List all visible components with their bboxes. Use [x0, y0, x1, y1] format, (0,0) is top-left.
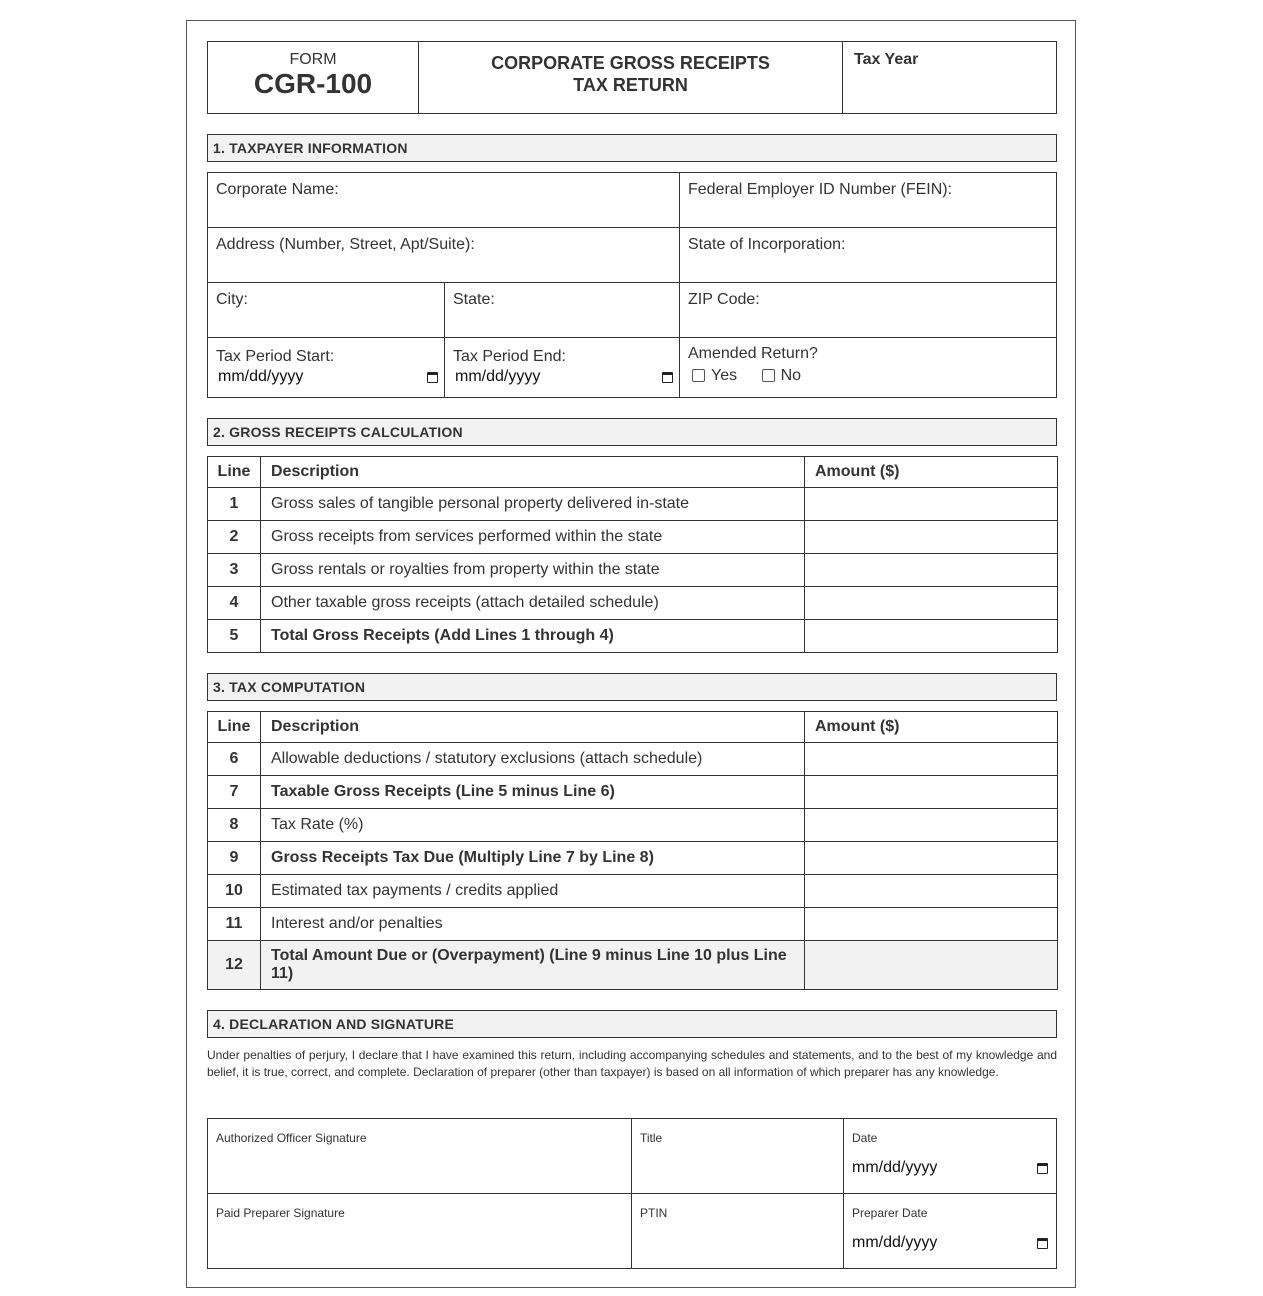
tax-period-end-input[interactable]: [447, 368, 673, 386]
line-description: Allowable deductions / statutory exclusions (attach schedule): [261, 743, 805, 776]
line-description: Total Amount Due or (Overpayment) (Line 9 minus Line 10 plus Line 11): [261, 941, 805, 990]
line-description: Gross sales of tangible personal property delivered in-state: [261, 488, 805, 521]
form-id-cell: [208, 42, 419, 113]
state-of-incorporation-field[interactable]: [679, 227, 1057, 283]
ptin-label: PTIN: [640, 1206, 668, 1220]
form-title-line1: CORPORATE GROSS RECEIPTS: [491, 53, 770, 73]
amount-field[interactable]: [805, 776, 1058, 809]
amount-field[interactable]: [805, 521, 1058, 554]
line-number: 6: [208, 743, 261, 776]
amount-field[interactable]: [805, 554, 1058, 587]
table-row: [208, 554, 1058, 587]
line-number: 3: [208, 554, 261, 587]
tax-period-start-label: Tax Period Start:: [216, 348, 335, 365]
date-input[interactable]: [852, 1159, 1048, 1177]
table-row: [208, 809, 1058, 842]
amended-yes-label[interactable]: Yes: [711, 367, 738, 384]
line-number: 12: [208, 941, 261, 990]
line-description: Interest and/or penalties: [261, 908, 805, 941]
line-number: 4: [208, 587, 261, 620]
form-label: FORM: [289, 51, 337, 68]
preparer-date-label: Preparer Date: [852, 1206, 928, 1220]
amount-field[interactable]: [805, 620, 1058, 653]
gross-receipts-table: [207, 456, 1058, 653]
calendar-icon[interactable]: [1037, 1238, 1048, 1249]
tax-period-start-placeholder: mm/dd/yyyy: [218, 368, 304, 385]
table-row: [208, 842, 1058, 875]
line-number: 1: [208, 488, 261, 521]
corporate-name-field[interactable]: [207, 172, 680, 228]
amended-yes-checkbox[interactable]: [692, 369, 705, 382]
tax-period-start-input[interactable]: [210, 368, 438, 386]
amended-return-cell: [679, 337, 1057, 398]
table-row: [208, 776, 1058, 809]
fein-label: Federal Employer ID Number (FEIN):: [688, 181, 953, 198]
amount-field[interactable]: [805, 941, 1058, 990]
line-number: 9: [208, 842, 261, 875]
column-header-description: Description: [261, 457, 805, 488]
corporate-name-label: Corporate Name:: [216, 181, 339, 198]
date-label: Date: [852, 1131, 878, 1145]
line-number: 8: [208, 809, 261, 842]
state-field[interactable]: [444, 282, 680, 338]
table-row: [208, 908, 1058, 941]
line-description: Total Gross Receipts (Add Lines 1 through 4): [261, 620, 805, 653]
section-tax-computation-header: 3. TAX COMPUTATION: [207, 673, 1057, 701]
table-header-row: [208, 457, 1058, 488]
officer-signature-field[interactable]: [207, 1118, 632, 1194]
title-label: Title: [640, 1131, 663, 1145]
preparer-date-input[interactable]: [852, 1234, 1048, 1252]
amount-field[interactable]: [805, 875, 1058, 908]
address-field[interactable]: [207, 227, 680, 283]
table-row: [208, 620, 1058, 653]
amount-field[interactable]: [805, 809, 1058, 842]
line-description: Other taxable gross receipts (attach detailed schedule): [261, 587, 805, 620]
city-label: City:: [216, 291, 248, 308]
state-of-incorporation-label: State of Incorporation:: [688, 236, 846, 253]
form-title-line2: TAX RETURN: [573, 75, 688, 95]
section-taxpayer-info-header: 1. TAXPAYER INFORMATION: [207, 134, 1057, 162]
form-number: CGR-100: [253, 68, 373, 99]
table-row: [208, 587, 1058, 620]
line-description: Taxable Gross Receipts (Line 5 minus Line 6): [261, 776, 805, 809]
table-header-row: [208, 712, 1058, 743]
form-page: [186, 20, 1076, 1288]
preparer-signature-field[interactable]: [207, 1193, 632, 1269]
address-label: Address (Number, Street, Apt/Suite):: [216, 236, 475, 253]
amended-return-options: [688, 367, 1048, 385]
tax-year-label: Tax Year: [854, 51, 919, 68]
column-header-amount: Amount ($): [805, 712, 1058, 743]
state-label: State:: [453, 291, 495, 308]
table-row: [208, 521, 1058, 554]
amount-field[interactable]: [805, 842, 1058, 875]
amended-return-label: Amended Return?: [688, 345, 818, 362]
tax-period-start-cell: [207, 337, 445, 398]
zip-code-field[interactable]: [679, 282, 1057, 338]
column-header-line: Line: [208, 712, 261, 743]
table-row: [208, 875, 1058, 908]
tax-computation-table: [207, 711, 1058, 990]
total-row: [208, 941, 1058, 990]
declaration-text: Under penalties of perjury, I declare that I have examined this return, including accompanying schedules and statements, and to the best of my knowledge and belief, it is true, correct, and complete. Declaration of preparer (other than taxpayer) is based on all information of which preparer has any knowledge.: [207, 1048, 1057, 1079]
amended-no-label[interactable]: No: [780, 367, 802, 384]
calendar-icon[interactable]: [662, 372, 673, 383]
fein-field[interactable]: [679, 172, 1057, 228]
amount-field[interactable]: [805, 743, 1058, 776]
amount-field[interactable]: [805, 587, 1058, 620]
line-number: 7: [208, 776, 261, 809]
section-gross-receipts-header: 2. GROSS RECEIPTS CALCULATION: [207, 418, 1057, 446]
preparer-signature-label: Paid Preparer Signature: [216, 1206, 345, 1220]
line-number: 10: [208, 875, 261, 908]
calendar-icon[interactable]: [427, 372, 438, 383]
column-header-amount: Amount ($): [805, 457, 1058, 488]
form-header: [207, 41, 1057, 114]
date-cell: [843, 1118, 1057, 1194]
zip-code-label: ZIP Code:: [688, 291, 760, 308]
table-row: [208, 743, 1058, 776]
calendar-icon[interactable]: [1037, 1163, 1048, 1174]
line-number: 11: [208, 908, 261, 941]
form-title: [419, 42, 843, 113]
line-number: 2: [208, 521, 261, 554]
tax-period-end-cell: [444, 337, 680, 398]
column-header-line: Line: [208, 457, 261, 488]
preparer-date-cell: [843, 1193, 1057, 1269]
city-field[interactable]: [207, 282, 445, 338]
tax-year-field[interactable]: [843, 42, 1056, 113]
amount-field[interactable]: [805, 908, 1058, 941]
preparer-date-placeholder: mm/dd/yyyy: [852, 1234, 938, 1251]
table-row: [208, 488, 1058, 521]
amended-no-checkbox[interactable]: [762, 369, 775, 382]
signature-grid: [207, 1118, 1057, 1269]
line-number: 5: [208, 620, 261, 653]
section-declaration-header: 4. DECLARATION AND SIGNATURE: [207, 1010, 1057, 1038]
ptin-field[interactable]: [631, 1193, 844, 1269]
line-description: Gross receipts from services performed within the state: [261, 521, 805, 554]
line-description: Gross rentals or royalties from property within the state: [261, 554, 805, 587]
line-description: Gross Receipts Tax Due (Multiply Line 7 by Line 8): [261, 842, 805, 875]
column-header-description: Description: [261, 712, 805, 743]
amount-field[interactable]: [805, 488, 1058, 521]
officer-signature-label: Authorized Officer Signature: [216, 1131, 367, 1145]
tax-period-end-label: Tax Period End:: [453, 348, 566, 365]
line-description: Estimated tax payments / credits applied: [261, 875, 805, 908]
tax-period-end-placeholder: mm/dd/yyyy: [455, 368, 541, 385]
line-description: Tax Rate (%): [261, 809, 805, 842]
title-field[interactable]: [631, 1118, 844, 1194]
date-placeholder: mm/dd/yyyy: [852, 1159, 938, 1176]
taxpayer-info-grid: [207, 172, 1057, 398]
